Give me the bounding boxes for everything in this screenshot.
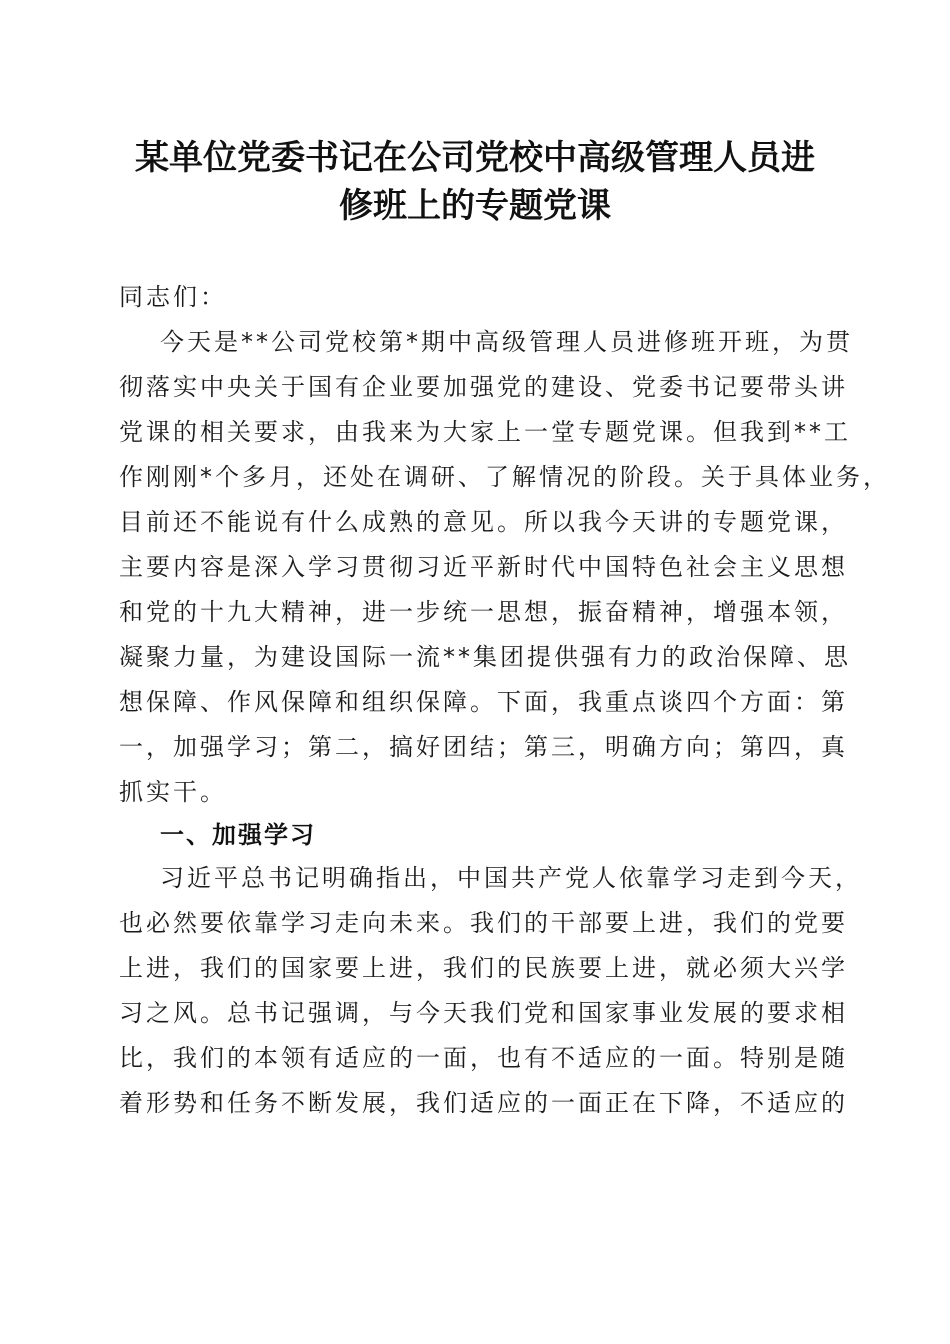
paragraph-1-line: 抓实干。 [119,778,227,806]
document-title-line-1: 某单位党委书记在公司党校中高级管理人员进 [135,138,815,178]
paragraph-2-line: 也必然要依靠学习走向未来。我们的干部要上进，我们的党要 [119,909,848,937]
paragraph-1-line: 一，加强学习；第二，搞好团结；第三，明确方向；第四，真 [119,733,848,761]
paragraph-2-line: 习近平总书记明确指出，中国共产党人依靠学习走到今天， [160,864,862,892]
paragraph-1-line: 今天是**公司党校第*期中高级管理人员进修班开班，为贯 [160,328,853,356]
paragraph-2-line: 习之风。总书记强调，与今天我们党和国家事业发展的要求相 [119,999,848,1027]
section-heading-1: 一、加强学习 [160,821,316,849]
paragraph-1-line: 彻落实中央关于国有企业要加强党的建设、党委书记要带头讲 [119,373,848,401]
paragraph-2-line: 着形势和任务不断发展，我们适应的一面正在下降，不适应的 [119,1089,848,1117]
paragraph-1-line: 作刚刚*个多月，还处在调研、了解情况的阶段。关于具体业务， [119,463,890,491]
paragraph-1-line: 想保障、作风保障和组织保障。下面，我重点谈四个方面：第 [119,688,848,716]
paragraph-1-line: 主要内容是深入学习贯彻习近平新时代中国特色社会主义思想 [119,553,848,581]
paragraph-1-line: 凝聚力量，为建设国际一流**集团提供强有力的政治保障、思 [119,643,851,671]
paragraph-1-line: 党课的相关要求，由我来为大家上一堂专题党课。但我到**工 [119,418,851,446]
paragraph-1-line: 和党的十九大精神，进一步统一思想，振奋精神，增强本领， [119,598,848,626]
paragraph-2-line: 比，我们的本领有适应的一面，也有不适应的一面。特别是随 [119,1044,848,1072]
paragraph-1-line: 目前还不能说有什么成熟的意见。所以我今天讲的专题党课， [119,508,848,536]
salutation: 同志们： [119,283,227,311]
document-title-line-2: 修班上的专题党课 [339,186,611,226]
paragraph-2-line: 上进，我们的国家要上进，我们的民族要上进，就必须大兴学 [119,954,848,982]
